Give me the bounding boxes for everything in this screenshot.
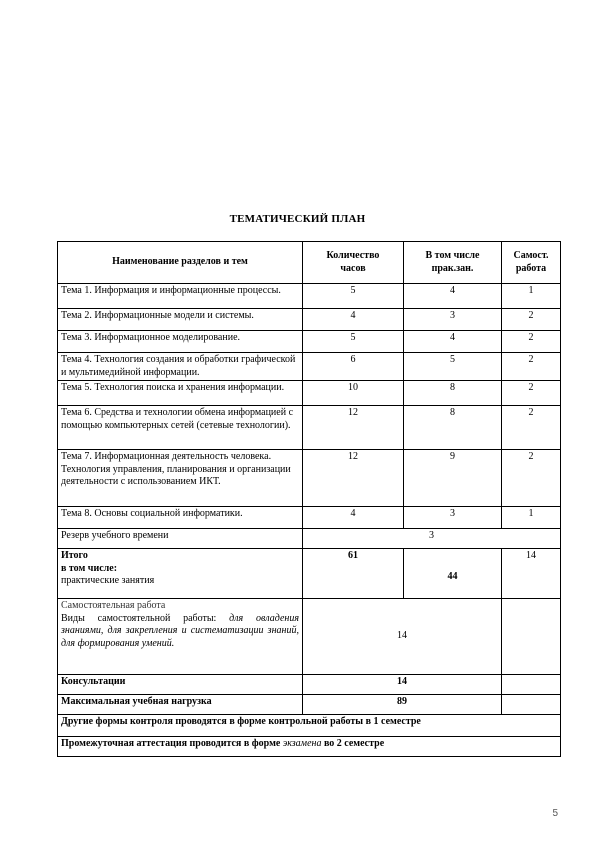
topic-name: Тема 5. Технология поиска и хранения информации. bbox=[58, 381, 303, 406]
total-practice: 44 bbox=[404, 549, 502, 599]
topic-row bbox=[58, 353, 561, 381]
topic-self: 2 bbox=[502, 381, 561, 406]
attestation-post: во 2 семестре bbox=[321, 738, 385, 749]
attestation-em: экзамена bbox=[282, 738, 322, 749]
header-self bbox=[502, 242, 561, 284]
total-row bbox=[58, 549, 561, 599]
topic-row bbox=[58, 406, 561, 450]
control-row bbox=[58, 715, 561, 737]
topic-practice: 9 bbox=[404, 450, 502, 507]
header-row bbox=[58, 242, 561, 284]
thematic-plan-table bbox=[57, 241, 561, 757]
header-hours-line1: Количество bbox=[326, 250, 380, 261]
topic-name: Тема 6. Средства и технологии обмена информацией с помощью компьютерных сетей (сетевые технологии). bbox=[58, 406, 303, 450]
header-self-line1: Самост. bbox=[513, 250, 549, 261]
topic-self: 1 bbox=[502, 284, 561, 309]
topic-hours: 10 bbox=[303, 381, 404, 406]
header-practice-line1: В том числе bbox=[425, 250, 480, 261]
topic-self: 2 bbox=[502, 353, 561, 381]
self-work-value: 14 bbox=[303, 599, 502, 675]
reserve-value: 3 bbox=[303, 529, 561, 549]
page-number: 5 bbox=[552, 808, 558, 819]
total-hours: 61 bbox=[303, 549, 404, 599]
topic-row bbox=[58, 507, 561, 529]
topic-hours: 6 bbox=[303, 353, 404, 381]
total-label-cell bbox=[58, 549, 303, 599]
page-title: ТЕМАТИЧЕСКИЙ ПЛАН bbox=[229, 213, 366, 225]
total-practice-label: практические занятия bbox=[61, 575, 155, 586]
topic-name: Тема 4. Технология создания и обработки графической и мультимедийной информации. bbox=[58, 353, 303, 381]
self-work-types: для овладения знаниями, для закрепления и систематизации знаний, для формирования умений. bbox=[61, 612, 299, 649]
consult-value: 14 bbox=[303, 675, 502, 695]
topic-practice: 4 bbox=[404, 331, 502, 353]
topic-hours: 12 bbox=[303, 450, 404, 507]
topic-practice: 8 bbox=[404, 381, 502, 406]
max-load-label: Максимальная учебная нагрузка bbox=[58, 695, 303, 715]
consult-label: Консультации bbox=[58, 675, 303, 695]
topic-practice: 8 bbox=[404, 406, 502, 450]
topic-self: 2 bbox=[502, 331, 561, 353]
max-load-row bbox=[58, 695, 561, 715]
control-text: Другие формы контроля проводятся в форме контрольной работы в 1 семестре bbox=[58, 715, 561, 737]
topic-hours: 5 bbox=[303, 284, 404, 309]
max-load-empty bbox=[502, 695, 561, 715]
topic-hours: 4 bbox=[303, 507, 404, 529]
topic-self: 2 bbox=[502, 450, 561, 507]
topic-practice: 4 bbox=[404, 284, 502, 309]
header-self-line2: работа bbox=[515, 262, 547, 274]
self-work-row bbox=[58, 599, 561, 675]
total-incl: в том числе: bbox=[61, 562, 118, 574]
max-load-value: 89 bbox=[303, 695, 502, 715]
attestation-row bbox=[58, 737, 561, 757]
header-hours bbox=[303, 242, 404, 284]
reserve-label: Резерв учебного времени bbox=[58, 529, 303, 549]
reserve-row bbox=[58, 529, 561, 549]
total-label: Итого bbox=[61, 550, 88, 561]
self-work-lead: Виды самостоятельной работы: bbox=[61, 612, 217, 624]
topic-name: Тема 1. Информация и информационные процессы. bbox=[58, 284, 303, 309]
topic-hours: 4 bbox=[303, 309, 404, 331]
header-hours-line2: часов bbox=[340, 262, 366, 274]
topic-hours: 5 bbox=[303, 331, 404, 353]
topic-hours: 12 bbox=[303, 406, 404, 450]
topic-self: 2 bbox=[502, 406, 561, 450]
self-work-cell bbox=[58, 599, 303, 675]
topic-self: 2 bbox=[502, 309, 561, 331]
consult-empty bbox=[502, 675, 561, 695]
header-practice bbox=[404, 242, 502, 284]
topic-row bbox=[58, 450, 561, 507]
topic-practice: 3 bbox=[404, 507, 502, 529]
header-name: Наименование разделов и тем bbox=[58, 242, 303, 284]
topic-practice: 5 bbox=[404, 353, 502, 381]
topic-row bbox=[58, 309, 561, 331]
topic-name: Тема 3. Информационное моделирование. bbox=[58, 331, 303, 353]
consult-row bbox=[58, 675, 561, 695]
topic-self: 1 bbox=[502, 507, 561, 529]
attestation-pre: Промежуточная аттестация проводится в форме bbox=[61, 738, 283, 749]
topic-row bbox=[58, 284, 561, 309]
self-work-title: Самостоятельная работа bbox=[61, 600, 166, 611]
topic-name: Тема 8. Основы социальной информатики. bbox=[58, 507, 303, 529]
topic-row bbox=[58, 381, 561, 406]
topic-name: Тема 2. Информационные модели и системы. bbox=[58, 309, 303, 331]
header-practice-line2: прак.зан. bbox=[431, 262, 474, 274]
total-self: 14 bbox=[502, 549, 561, 599]
topic-name: Тема 7. Информационная деятельность человека. Технология управления, планирования и организации деятельности с использованием ИКТ. bbox=[58, 450, 303, 507]
topic-practice: 3 bbox=[404, 309, 502, 331]
topic-row bbox=[58, 331, 561, 353]
self-work-empty bbox=[502, 599, 561, 675]
attestation-cell bbox=[58, 737, 561, 757]
